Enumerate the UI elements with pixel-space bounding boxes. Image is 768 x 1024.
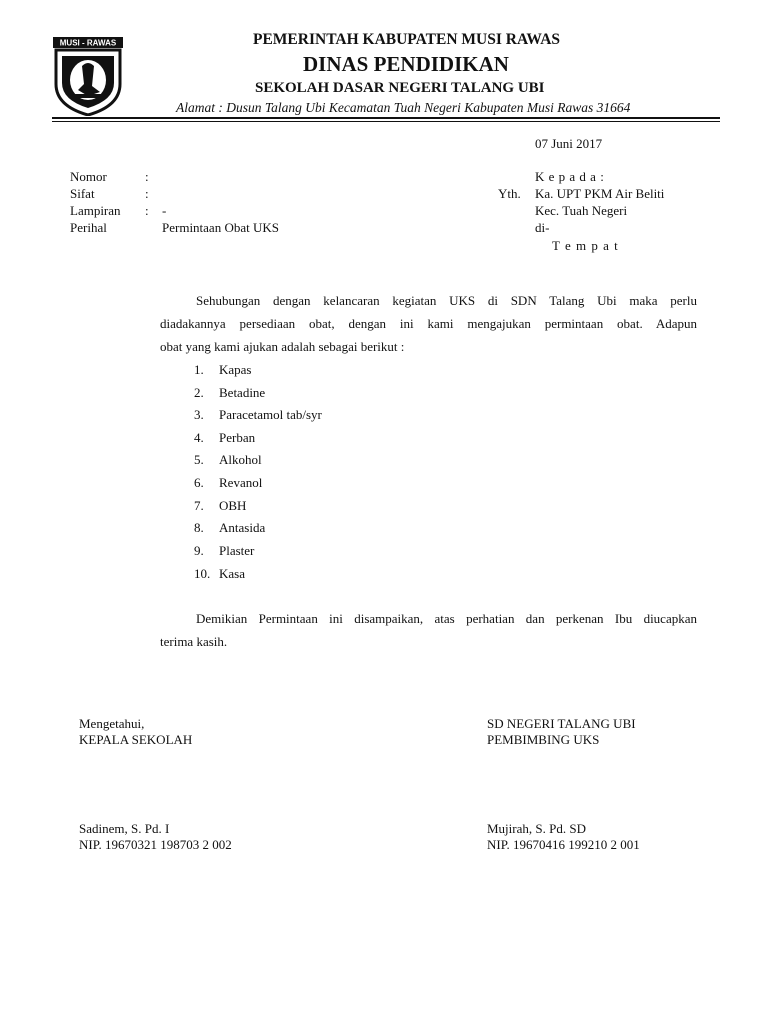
list-item-text: Alkohol	[219, 452, 262, 467]
recipient-line3: di-	[535, 220, 550, 235]
perihal-value: Permintaan Obat UKS	[162, 220, 279, 235]
letterhead-address: Alamat : Dusun Talang Ubi Kecamatan Tuah Negeri Kabupaten Musi Rawas 31664	[176, 100, 631, 115]
logo-banner-text: MUSI - RAWAS	[59, 38, 117, 48]
list-item-number: 6.	[194, 475, 204, 490]
list-item-number: 4.	[194, 430, 204, 445]
sign-right-line2: PEMBIMBING UKS	[487, 732, 600, 747]
list-item-text: Betadine	[219, 385, 266, 400]
recipient-yth: Yth.	[498, 186, 521, 201]
letterhead-government: PEMERINTAH KABUPATEN MUSI RAWAS	[253, 31, 561, 48]
sign-right-nip: NIP. 19670416 199210 2 001	[487, 837, 640, 852]
sign-right-line1: SD NEGERI TALANG UBI	[487, 716, 636, 731]
regency-logo	[52, 36, 124, 116]
list-item-number: 1.	[194, 362, 204, 377]
recipient-line4: T e m p a t	[552, 238, 619, 253]
sign-left-line2: KEPALA SEKOLAH	[79, 732, 193, 747]
recipient-kepada: K e p a d a :	[535, 169, 605, 184]
sifat-colon: :	[145, 186, 149, 201]
lampiran-value: -	[162, 203, 167, 218]
lampiran-label: Lampiran	[70, 203, 121, 218]
para2-line1: Demikian Permintaan ini disampaikan, atas perhatian dan perkenan Ibu diucapkan	[196, 611, 697, 626]
header-rule-thin	[52, 121, 720, 122]
list-item-text: Paracetamol tab/syr	[219, 407, 322, 422]
list-item-number: 8.	[194, 520, 204, 535]
header-rule-thick	[52, 117, 720, 119]
sign-left-line1: Mengetahui,	[79, 716, 145, 731]
nomor-colon: :	[145, 169, 149, 184]
list-item-number: 7.	[194, 498, 204, 513]
sign-left-name: Sadinem, S. Pd. I	[79, 821, 170, 836]
list-item-text: Kasa	[219, 566, 245, 581]
perihal-label: Perihal	[70, 220, 107, 235]
list-item-number: 5.	[194, 452, 204, 467]
list-item-number: 3.	[194, 407, 204, 422]
para1-line2: diadakannya persediaan obat, dengan ini kami mengajukan permintaan obat. Adapun	[160, 316, 697, 331]
list-item-text: Revanol	[219, 475, 263, 490]
sign-right-name: Mujirah, S. Pd. SD	[487, 821, 586, 836]
letter-date: 07 Juni 2017	[535, 136, 603, 151]
list-item-number: 10.	[194, 566, 211, 581]
nomor-label: Nomor	[70, 169, 107, 184]
list-item-text: Perban	[219, 430, 256, 445]
list-item-number: 2.	[194, 385, 204, 400]
list-item-text: OBH	[219, 498, 247, 513]
lampiran-colon: :	[145, 203, 149, 218]
list-item-text: Antasida	[219, 520, 266, 535]
list-item-text: Plaster	[219, 543, 255, 558]
para2-line2: terima kasih.	[160, 634, 228, 649]
letterhead-department: DINAS PENDIDIKAN	[303, 52, 509, 76]
para1-line1: Sehubungan dengan kelancaran kegiatan UKS di SDN Talang Ubi maka perlu	[196, 293, 697, 308]
sign-left-nip: NIP. 19670321 198703 2 002	[79, 837, 232, 852]
para1-line3: obat yang kami ajukan adalah sebagai berikut :	[160, 339, 405, 354]
recipient-line1: Ka. UPT PKM Air Beliti	[535, 186, 665, 201]
letterhead-school: SEKOLAH DASAR NEGERI TALANG UBI	[255, 80, 545, 96]
list-item-number: 9.	[194, 543, 204, 558]
list-item-text: Kapas	[219, 362, 252, 377]
recipient-line2: Kec. Tuah Negeri	[535, 203, 628, 218]
sifat-label: Sifat	[70, 186, 95, 201]
